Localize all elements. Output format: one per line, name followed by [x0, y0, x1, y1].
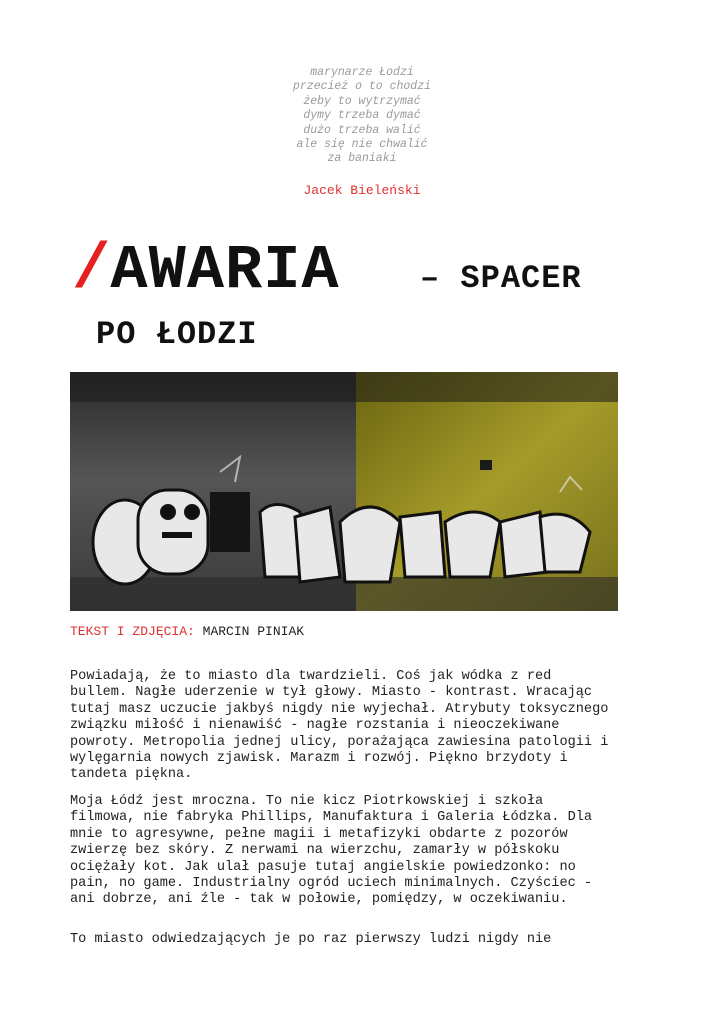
title-subtitle-line2: PO ŁODZI	[96, 316, 258, 353]
credit-line	[70, 624, 304, 639]
text-line: związku miłość i nienawiść - nagłe rozstania i nieoczekiwane	[70, 718, 560, 734]
title-subtitle: – SPACER	[420, 260, 582, 297]
poem-line: ale się nie chwalić	[296, 138, 428, 152]
poem-line: dymy trzeba dymać	[303, 109, 421, 123]
text-line: pain, no game. Industrialny ogród uciech minimalnych. Czyściec -	[70, 876, 593, 892]
poem-line: dużo trzeba walić	[303, 123, 421, 137]
poem-author: Jacek Bieleński	[303, 183, 421, 198]
credit-author: MARCIN PINIAK	[202, 624, 305, 639]
text-line: tutaj masz uczucie jakbyś nigdy nie wyjechał. Atrybuty toksycznego	[70, 701, 609, 717]
graffiti-photo	[70, 372, 618, 611]
epigraph-poem	[0, 66, 724, 167]
poem-line: przecież o to chodzi	[292, 80, 432, 94]
text-line: ociężały kot. Jak ulał pasuje tutaj angielskie powiedzonko: no	[70, 859, 576, 875]
text-line: powroty. Metropolia jednej ulicy, porażająca zawiesina patologii i	[70, 734, 609, 750]
credit-label: TEKST I ZDJĘCIA:	[70, 624, 195, 639]
poem-line: za baniaki	[327, 152, 397, 166]
poem-line: żeby to wytrzymać	[303, 94, 421, 108]
text-line: bullem. Nagłe uderzenie w tył głowy. Miasto - kontrast. Wracając	[70, 685, 593, 701]
text-line: zwierzę bez skóry. Z nerwami na wierzchu, zamarły w półskoku	[70, 843, 560, 859]
title-slash: /	[72, 235, 111, 307]
title-main: AWARIA	[110, 235, 340, 306]
text-line: To miasto odwiedzających je po raz pierwszy ludzi nigdy nie	[70, 932, 552, 947]
text-line: tandeta piękna.	[70, 767, 193, 783]
text-line: mnie to agresywne, pełne magii i metafizyki obdarte z pozorów	[70, 826, 568, 842]
text-line: Moja Łódź jest mroczna. To nie kicz Piotrkowskiej i szkoła	[70, 794, 544, 809]
poem-line: marynarze Łodzi	[310, 66, 414, 79]
text-line: wylęgarnia nowych zjawisk. Marazm i rozwój. Piękno brzydoty i	[70, 751, 568, 767]
body-paragraph	[70, 932, 660, 948]
text-line: Powiadają, że to miasto dla twardzieli. Coś jak wódka z red	[70, 669, 552, 684]
text-line: filmowa, nie fabryka Phillips, Manufaktura i Galeria Łódzka. Dla	[70, 810, 593, 826]
text-line: ani dobrze, ani źle - tak w połowie, pomiędzy, w oczekiwaniu.	[70, 892, 568, 908]
body-paragraph	[70, 669, 660, 784]
article-title	[72, 236, 340, 306]
body-paragraph	[70, 794, 660, 909]
